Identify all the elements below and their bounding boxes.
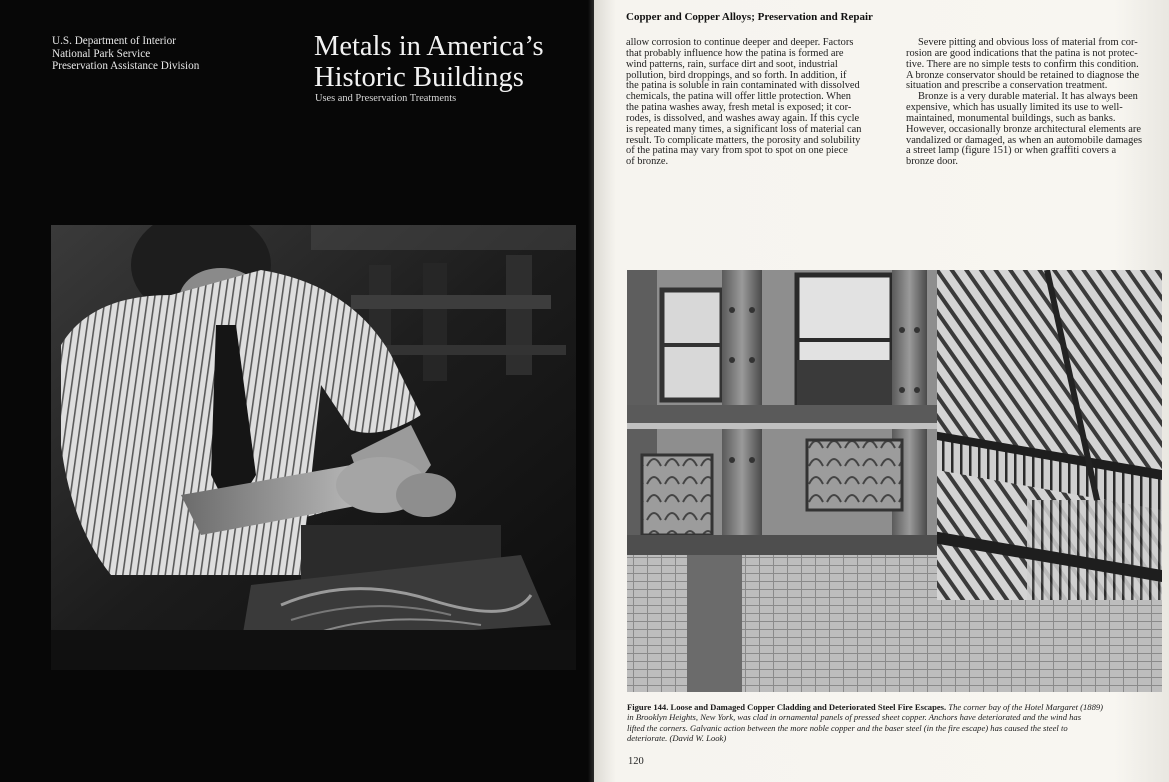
text-line: wind patterns, rain, surface dirt and soot, industrial	[626, 58, 838, 70]
caption-text: lifted the corners. Galvanic action between the more noble copper and the baser steel (in the fire escape) has caused the steel to	[627, 722, 1068, 733]
inside-page	[594, 0, 1169, 782]
text-line: allow corrosion to continue deeper and deeper. Factors	[626, 37, 854, 48]
book-title-line: Historic Buildings	[314, 62, 524, 93]
text-line: rosion are good indications that the patina is not protec-	[906, 47, 1138, 59]
caption-text: deteriorate. (David W. Look)	[627, 733, 727, 744]
text-line: tive. There are no simple tests to confirm this condition.	[906, 58, 1139, 70]
book-title-line: Metals in America’s	[314, 31, 544, 62]
book-subtitle: Uses and Preservation Treatments	[315, 93, 457, 104]
text-line: the patina washes away, fresh metal is exposed; it cor-	[626, 102, 852, 114]
text-column-right	[906, 38, 1164, 168]
agency-line: National Park Service	[52, 47, 151, 60]
caption-line	[627, 702, 1159, 712]
building-facade-illustration	[627, 270, 1162, 692]
text-line: situation and prescribe a conservation treatment.	[906, 80, 1108, 92]
text-line: rodes, is dissolved, and washes away again. If this cycle	[626, 112, 860, 124]
agency-line: Preservation Assistance Division	[52, 60, 200, 73]
text-column-left	[626, 38, 884, 168]
cover-photo-craftsman	[51, 225, 576, 670]
figure-caption	[627, 702, 1159, 744]
text-line: However, occasionally bronze architectural elements are	[906, 123, 1141, 135]
caption-line	[627, 733, 1159, 743]
text-line: result. To complicate matters, the porosity and solubility	[626, 134, 861, 146]
text-line: bronze door.	[906, 156, 958, 168]
agency-block	[52, 35, 199, 73]
text-line: of bronze.	[626, 156, 669, 168]
page-number: 120	[628, 756, 644, 767]
text-line: Bronze is a very durable material. It has always been	[918, 91, 1138, 103]
caption-text: The corner bay of the Hotel Margaret (1889)	[946, 702, 1104, 712]
text-line: Severe pitting and obvious loss of material from cor-	[918, 37, 1138, 48]
text-line: chemicals, the patina will offer little protection. When	[626, 91, 851, 103]
caption-text: in Brooklyn Heights, New York, was clad in ornamental panels of pressed sheet copper. Anchors have deteriorated and the wind has	[627, 712, 1082, 723]
text-line: is repeated many times, a significant loss of material can	[626, 123, 862, 135]
text-line: expensive, which has usually limited its use to well-	[906, 102, 1123, 114]
text-line: that probably influence how the patina is formed are	[626, 47, 844, 59]
text-line: maintained, monumental buildings, such as banks.	[906, 112, 1116, 124]
agency-line: U.S. Department of Interior	[52, 35, 176, 47]
caption-line	[627, 723, 1159, 733]
text-line: the patina is soluble in rain contaminated with dissolved	[626, 80, 860, 92]
running-head: Copper and Copper Alloys; Preservation and Repair	[626, 11, 873, 23]
caption-label: Figure 144. Loose and Damaged Copper Cladding and Deteriorated Steel Fire Escapes.	[627, 702, 947, 712]
text-line: a street lamp (figure 151) or when graffiti covers a	[906, 145, 1117, 157]
figure-144-photo	[627, 270, 1162, 692]
text-line: pollution, bird droppings, and so forth. In addition, if	[626, 69, 847, 81]
text-line: A bronze conservator should be retained to diagnose the	[906, 69, 1140, 81]
caption-line	[627, 712, 1159, 722]
text-line: vandalized or damaged, as when an automobile damages	[906, 134, 1143, 146]
cover-photo-illustration	[51, 225, 576, 670]
book-title	[314, 31, 544, 93]
text-line: of the patina may vary from spot to spot on one piece	[626, 145, 848, 157]
